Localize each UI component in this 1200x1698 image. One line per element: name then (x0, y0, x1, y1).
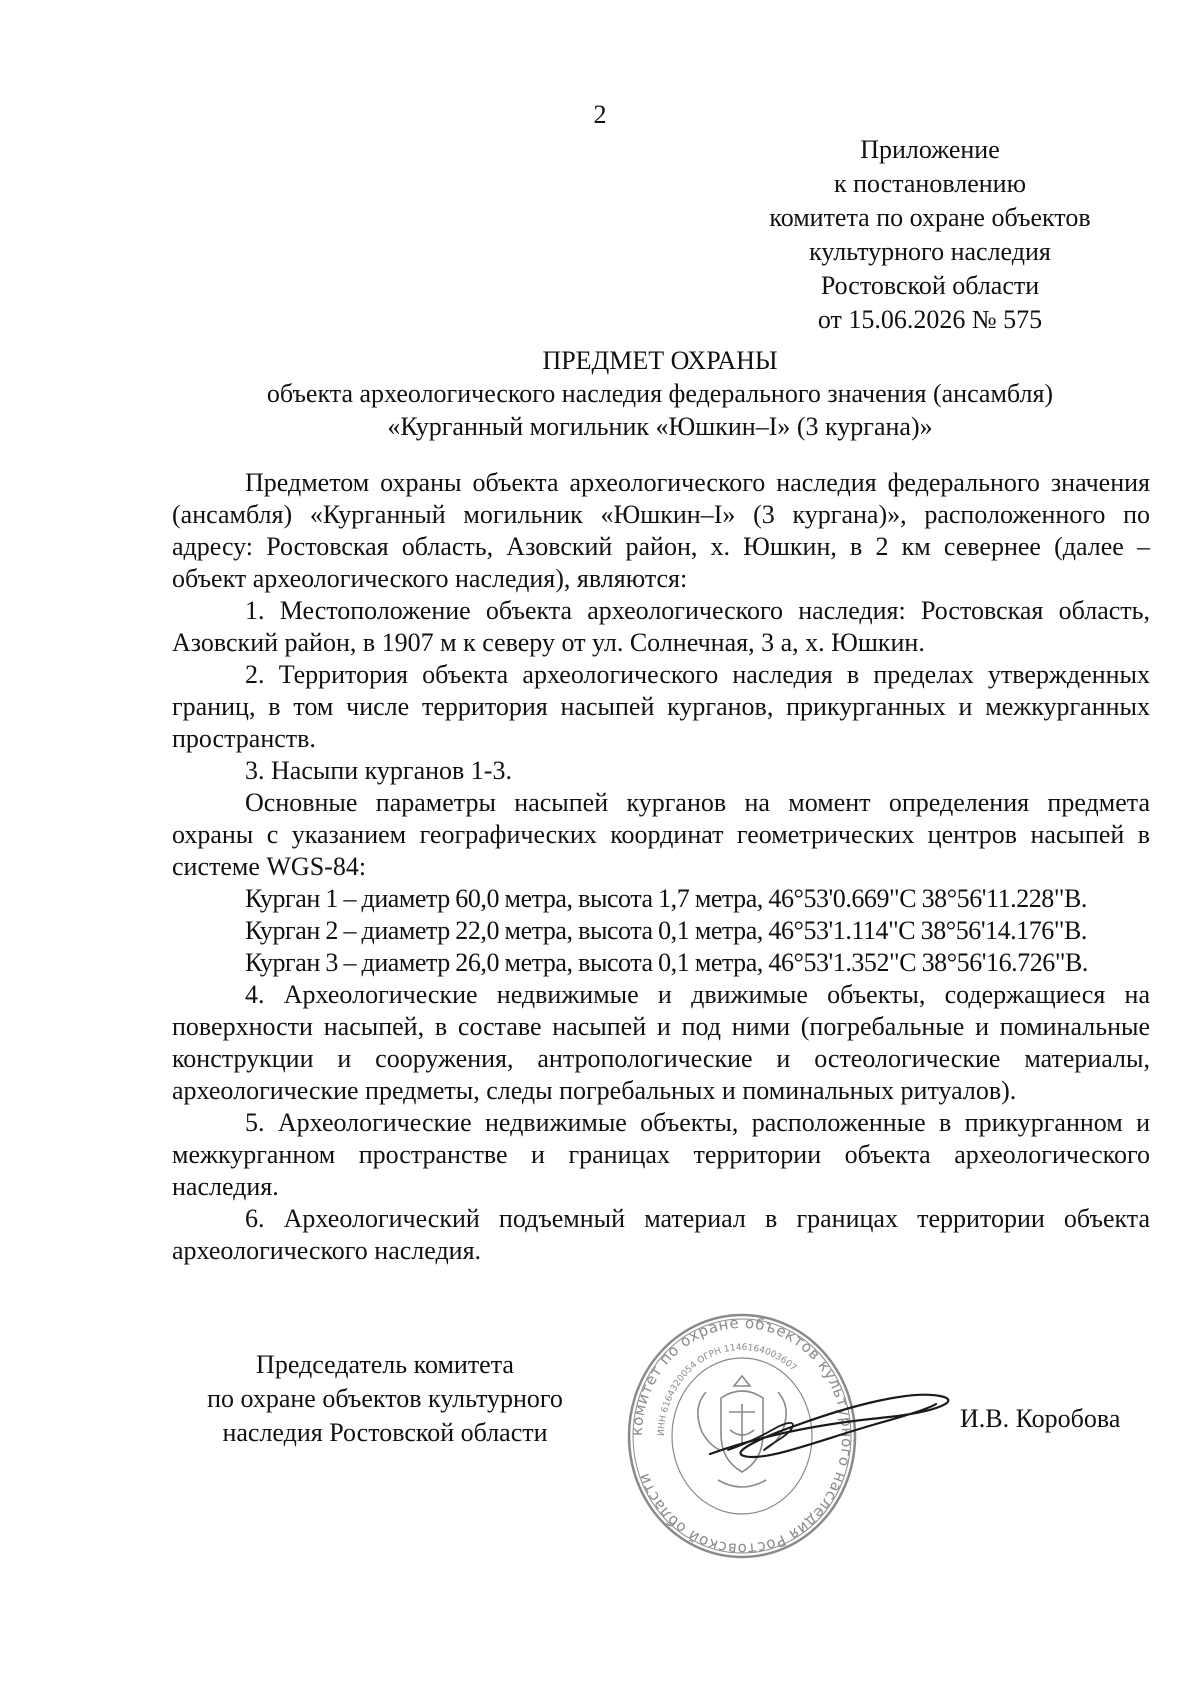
appendix-date-line: от 15.06.2026 № 575 (817, 305, 1043, 334)
mound-3-params: Курган 3 – диаметр 26,0 метра, высота 0,1 метра, 46°53'1.352"С 38°56'16.726"В. (245, 948, 1088, 977)
appendix-line: комитета по охране объектов (769, 203, 1091, 232)
appendix-line: к постановлению (833, 169, 1027, 198)
signatory-position (160, 1348, 610, 1450)
mound-parameters-intro: Основные параметры насыпей курганов на момент определения предмета охраны с указанием географических координат геометрических центров насыпей в системе WGS-84: (172, 788, 1150, 881)
appendix-line: Приложение (860, 135, 1000, 164)
title-subtitle: объекта археологического наследия федерального значения (ансамбля) (266, 379, 1054, 408)
signatory-name: И.В. Коробова (960, 1404, 1121, 1433)
mound-2-params: Курган 2 – диаметр 22,0 метра, высота 0,1 метра, 46°53'1.114"С 38°56'14.176"В. (245, 916, 1087, 945)
item-immovable-objects: 5. Археологические недвижимые объекты, расположенные в прикурганном и межкурганном пространстве и границах территории объекта археологического наследия. (172, 1108, 1150, 1201)
document-title (140, 344, 1180, 443)
appendix-line: культурного наследия (809, 237, 1051, 266)
title-object-name: «Курганный могильник «Юшкин–I» (3 кургана)» (387, 412, 933, 441)
document-body (172, 467, 1150, 1267)
item-location: 1. Местоположение объекта археологического наследия: Ростовская область, Азовский район, в 1907 м к северу от ул. Солнечная, 3 а, х. Юшкин. (172, 596, 1150, 657)
item-archaeological-objects: 4. Археологические недвижимые и движимые объекты, содержащиеся на поверхности насыпей, в составе насыпей и под ними (погребальные и поминальные конструкции и сооружения, антропологические и остеологические материалы, археологические предметы, следы погребальных и поминальных ритуалов). (172, 980, 1150, 1105)
appendix-line: Ростовской области (820, 271, 1040, 300)
appendix-block (690, 133, 1170, 337)
seal-inner-text: ИНН 6164320054 ОГРН 1146164003607 (656, 1342, 799, 1437)
item-surface-material: 6. Археологический подъемный материал в границах территории объекта археологического наследия. (172, 1204, 1150, 1265)
position-line: наследия Ростовской области (222, 1418, 548, 1447)
item-mounds: 3. Насыпи курганов 1-3. (245, 756, 512, 785)
position-line: Председатель комитета (256, 1350, 514, 1379)
seal-outer-text: комитет по охране объектов культурного наследия Ростовской области (627, 1313, 857, 1559)
title-heading: ПРЕДМЕТ ОХРАНЫ (542, 346, 778, 375)
item-territory: 2. Территория объекта археологического наследия в пределах утвержденных границ, в том числе территория насыпей курганов, прикурганных и межкурганных пространств. (172, 660, 1150, 753)
intro-paragraph: Предметом охраны объекта археологического наследия федерального значения (ансамбля) «Курганный могильник «Юшкин–I» (3 кургана)», расположенного по адресу: Ростовская область, Азовский район, х. Юшкин, в 2 км севернее (далее – объект археологического наследия), являются: (172, 468, 1150, 593)
mound-1-params: Курган 1 – диаметр 60,0 метра, высота 1,7 метра, 46°53'0.669"С 38°56'11.228"В. (245, 884, 1087, 913)
signature-icon (700, 1380, 960, 1490)
page-number: 2 (593, 100, 607, 129)
position-line: по охране объектов культурного (207, 1384, 563, 1413)
